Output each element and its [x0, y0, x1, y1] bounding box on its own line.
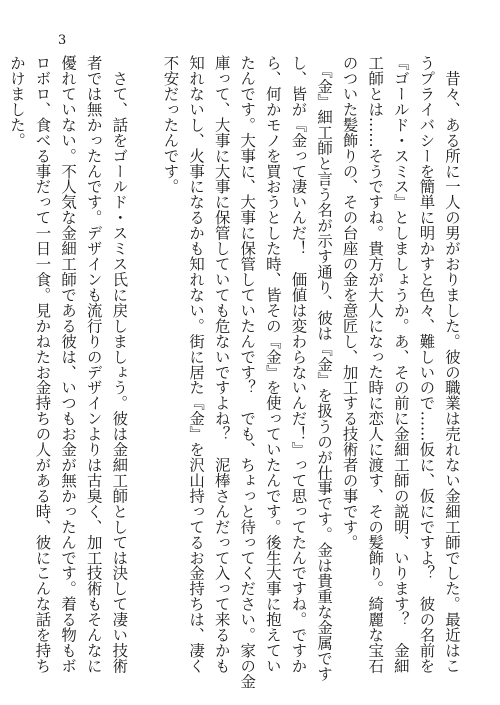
text-line: 不安だったんです。 — [161, 55, 180, 195]
text-line: 『金』細工師と言う名が示す通り、彼は『金』を扱うのが仕事です。金は貴重な金属です — [315, 55, 334, 682]
page-number: 3 — [58, 33, 67, 48]
text-line: たんです。大事に、大事に保管していたんです？ でも、ちょっと待ってください。家の金 — [238, 55, 257, 689]
text-line: 知れないし、火事になるかも知れない。街に居た『金』を沢山持ってるお金持ちは、凄く — [187, 55, 206, 674]
text-line: 『ゴールド・スミス』としましょうか。あ、その前に金細工師の説明、いります？ 金細 — [391, 55, 410, 674]
text-line: のついた髪飾りの、その台座の金を意匠し、加工する技術者の事です。 — [340, 55, 359, 550]
text-line: 昔々、ある所に一人の男がおりました。彼の職業は売れない金細工師でした。最近はこ — [443, 55, 461, 674]
paragraph-gap — [131, 55, 157, 673]
text-line: し、皆が『金って凄いんだ！ 価値は変わらないんだ！』って思ってたんですね。ですか — [289, 55, 308, 674]
text-line: ら、何かモノを買おうとした時、皆その『金』を使っていたんです。後生大事に抱えてい — [263, 55, 282, 674]
text-line: 工師とは……そうですね。貴方が大人になった時に恋人に渡す、その髪飾り。綺麗な宝石 — [366, 55, 385, 674]
text-line: 庫って、大事に大事に保管していても危ないですよね？ 泥棒さんだって入って来るかも — [212, 55, 231, 674]
text-line: うプライバシーを簡単に明かすと色々、難しいので……仮に、仮にですよ？ 彼の名前を — [417, 55, 436, 674]
text-line: ロボロ、食べる事だって一日一食。見かねたお金持ちの人がある時、彼にこんな話を持ち — [33, 55, 52, 674]
text-line: かけました。 — [7, 55, 26, 148]
text-line: 者では無かったんです。デザインも流行りのデザインよりは古臭く、加工技術もそんなに — [84, 55, 103, 674]
text-line: 優れていない。不人気な金細工師である彼は、いつもお金が無かったんです。着る物もボ — [59, 55, 78, 674]
vertical-body-text — [3, 55, 464, 689]
text-line: さて、話をゴールド・スミス氏に戻しましょう。彼は金細工師としては決して凄い技術 — [110, 55, 129, 674]
